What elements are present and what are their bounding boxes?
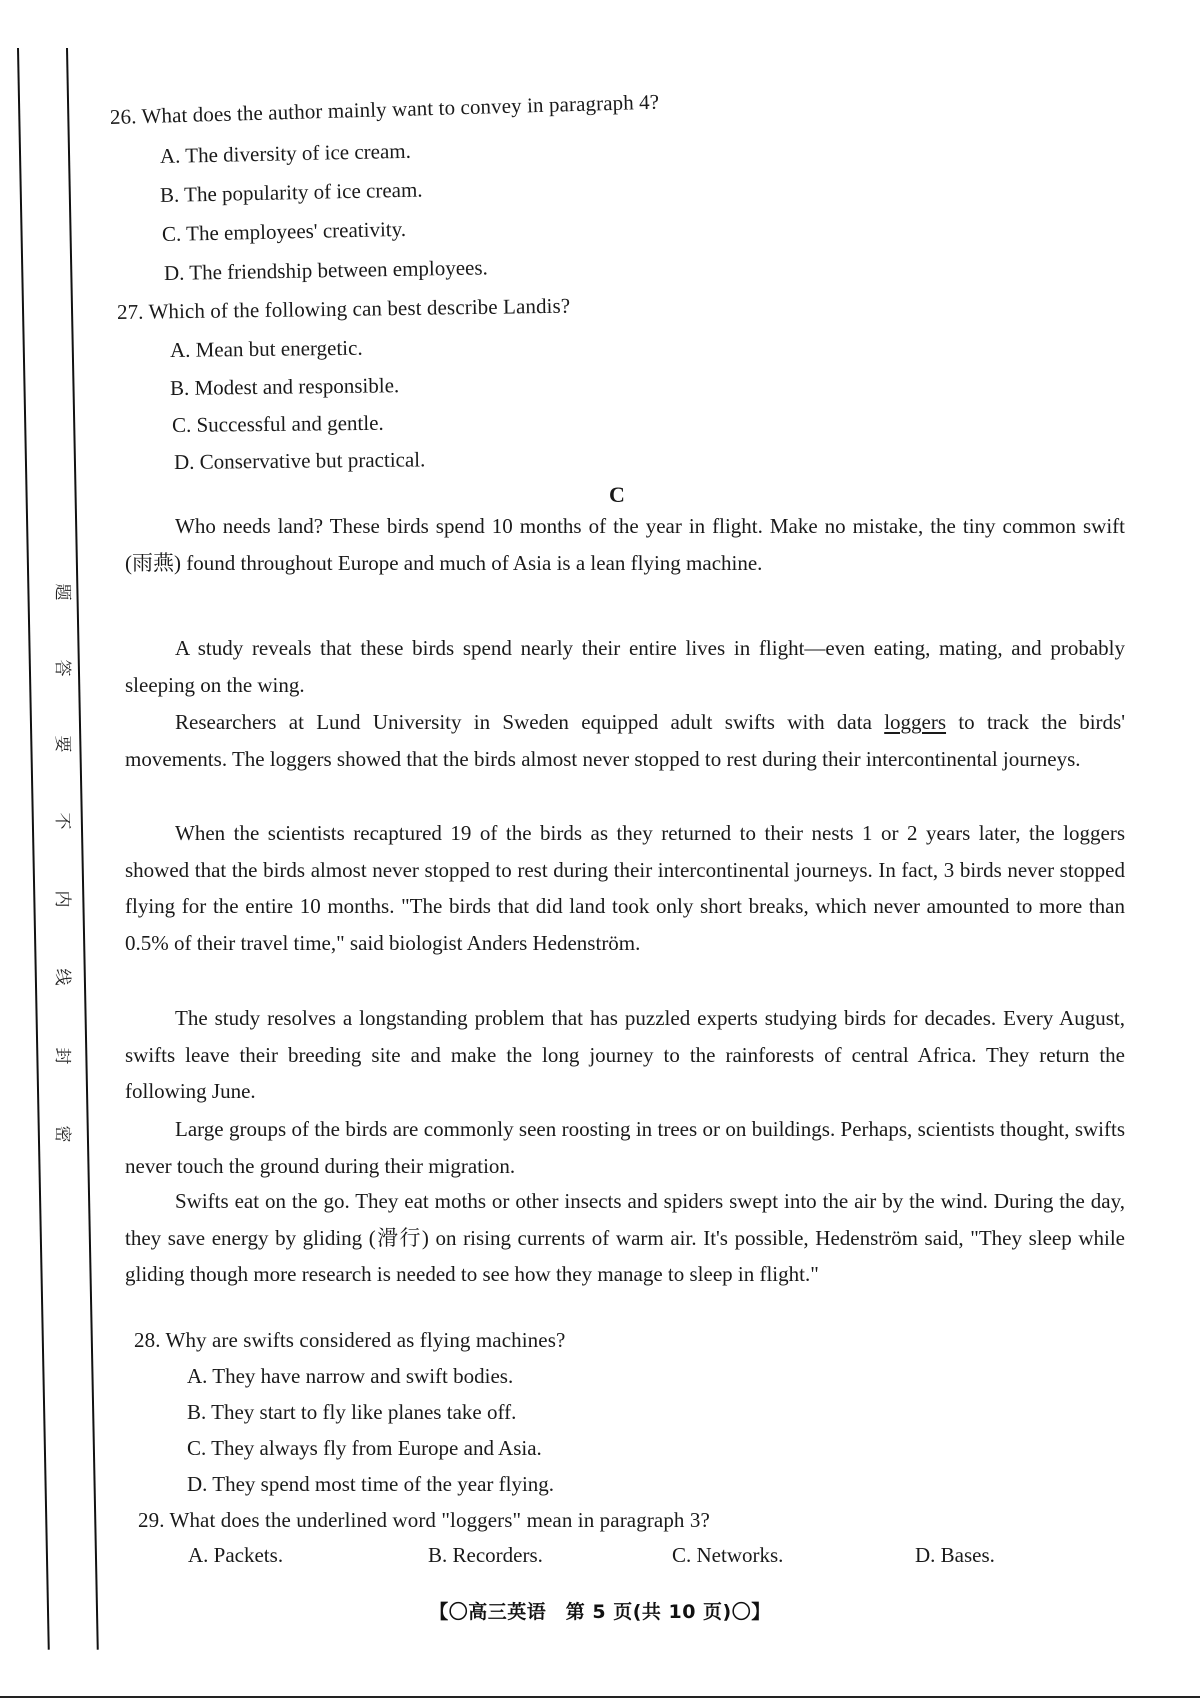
paragraph	[125, 704, 1125, 777]
seal-char: 密	[52, 1125, 72, 1143]
paragraph: Swifts eat on the go. They eat moths or other insects and spiders swept into the air by the wind. During the day, they save energy by gliding (滑行) on rising currents of warm air. It's possible, Hedenström said, "They sleep while gliding though more research is needed to see how they manage to sleep in flight."	[125, 1189, 1125, 1286]
section-label: C	[609, 482, 625, 507]
option-d: D. Conservative but practical.	[173, 447, 426, 474]
binding-line-inner	[66, 48, 99, 1650]
seal-char: 题	[52, 583, 72, 601]
page-footer: 【〇高三英语 第 5 页(共 10 页)〇】	[429, 1601, 771, 1623]
option-c: C. They always fly from Europe and Asia.	[187, 1436, 542, 1460]
option-b: B. The popularity of ice cream.	[159, 177, 423, 207]
question-stem: 28. Why are swifts considered as flying machines?	[134, 1328, 566, 1352]
option-b: B. Modest and responsible.	[169, 373, 400, 400]
binding-line-outer	[17, 48, 50, 1650]
option-c: C. Networks.	[672, 1543, 784, 1567]
option-b: B. They start to fly like planes take off.	[187, 1400, 517, 1424]
paragraph: A study reveals that these birds spend nearly their entire lives in flight—even eating, mating, and probably sleeping on the wing.	[125, 636, 1125, 697]
bottom-rule	[0, 1696, 1200, 1698]
paragraph: The study resolves a longstanding problem that has puzzled experts studying birds for decades. Every August, swifts leave their breeding site and make the long journey to the rainforests of central Africa. They return the following June.	[125, 1006, 1125, 1103]
paragraph-text: to track the birds' movements. The loggers showed that the birds almost never stopped to rest during their intercontinental journeys.	[125, 710, 1125, 771]
paragraph: Large groups of the birds are commonly seen roosting in trees or on buildings. Perhaps, scientists thought, swifts never touch the ground during their migration.	[125, 1117, 1125, 1178]
option-d: D. They spend most time of the year flying.	[187, 1472, 555, 1496]
option-b: B. Recorders.	[428, 1543, 543, 1567]
paragraph: Who needs land? These birds spend 10 months of the year in flight. Make no mistake, the tiny common swift (雨燕) found throughout Europe and much of Asia is a lean flying machine.	[125, 514, 1125, 575]
option-c: C. The employees' creativity.	[161, 216, 407, 246]
option-a: A. The diversity of ice cream.	[159, 138, 412, 168]
option-a: A. Mean but energetic.	[169, 335, 363, 362]
option-d: D. The friendship between employees.	[163, 255, 489, 285]
seal-char: 线	[52, 968, 72, 986]
option-a: A. Packets.	[188, 1543, 284, 1567]
seal-char: 要	[52, 735, 72, 753]
question-stem: 29. What does the underlined word "loggers" mean in paragraph 3?	[138, 1508, 710, 1532]
option-c: C. Successful and gentle.	[171, 410, 384, 437]
paragraph: When the scientists recaptured 19 of the birds as they returned to their nests 1 or 2 years later, the loggers showed that the birds almost never stopped to rest during their intercontinental journeys. In fact, 3 birds never stopped flying for the entire 10 months. "The birds that did land took only short breaks, which never amounted to more than 0.5% of their travel time," said biologist Anders Hedenström.	[125, 821, 1125, 955]
seal-char: 内	[52, 890, 72, 908]
question-stem: 27. Which of the following can best describe Landis?	[116, 293, 571, 324]
option-a: A. They have narrow and swift bodies.	[187, 1364, 514, 1388]
option-d: D. Bases.	[915, 1543, 995, 1567]
question-stem: 26. What does the author mainly want to convey in paragraph 4?	[109, 89, 660, 129]
seal-char: 不	[52, 812, 72, 830]
underlined-word: loggers	[884, 710, 947, 734]
seal-char: 答	[52, 659, 72, 677]
paragraph-text: Researchers at Lund University in Sweden equipped adult swifts with data	[175, 710, 885, 734]
seal-char: 封	[52, 1047, 72, 1065]
